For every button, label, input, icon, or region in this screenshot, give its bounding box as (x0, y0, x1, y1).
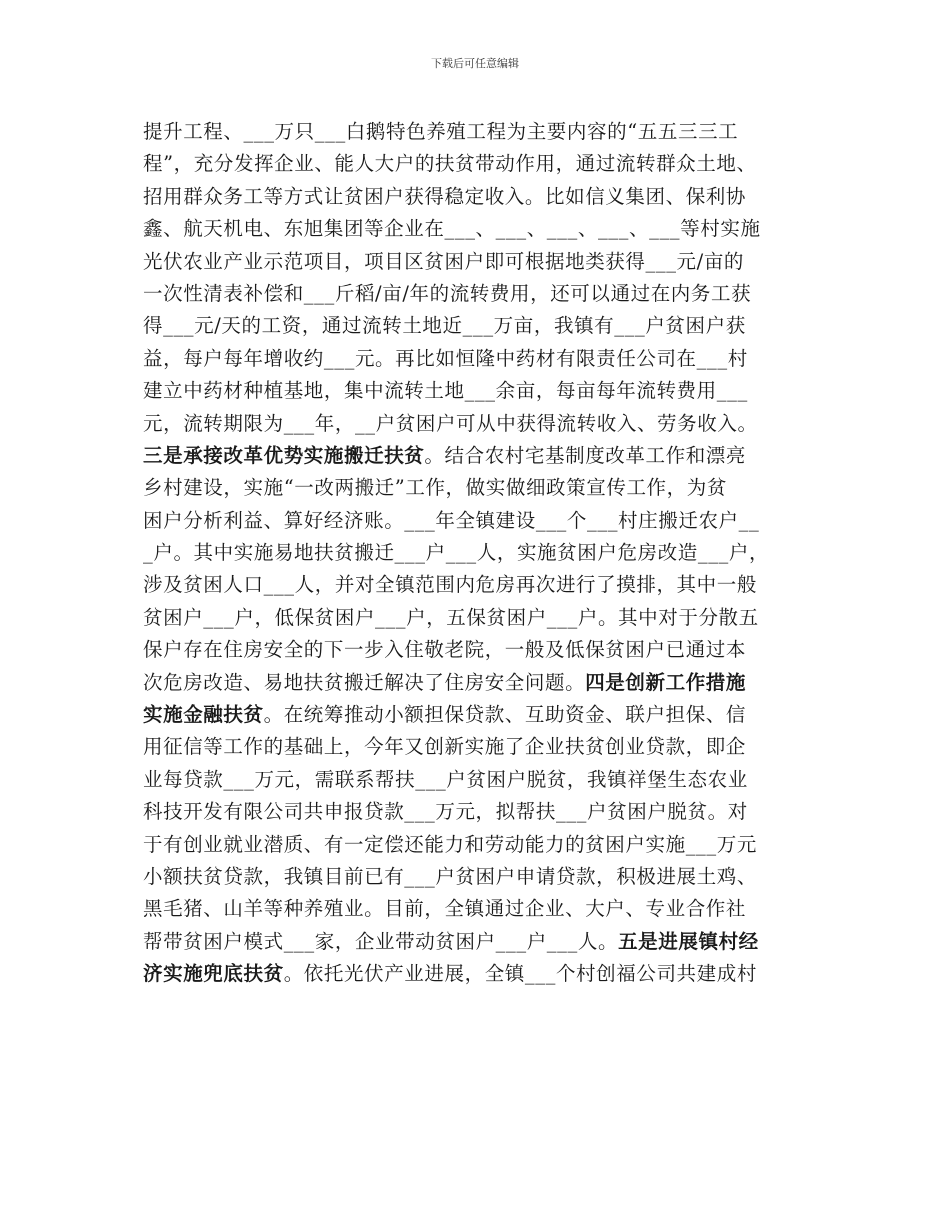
text-segment: 贫困户___户，低保贫困户___户，五保贫困户___户。其中对于分散五 (143, 605, 759, 629)
text-segment: 建立中药材种植基地，集中流转土地___余亩，每亩每年流转费用___ (143, 379, 748, 403)
text-segment: 鑫、航天机电、东旭集团等企业在___、___、___、___、___等村实施 (143, 217, 761, 241)
document-body (143, 116, 813, 991)
text-segment: 元，流转期限为___年，__户贫困户可从中获得流转收入、劳务收入。 (143, 411, 758, 435)
text-line (143, 569, 813, 601)
text-line (143, 667, 813, 699)
text-segment: 涉及贫困人口___人，并对全镇范围内危房再次进行了摸排，其中一般 (143, 573, 757, 597)
text-segment: _户。其中实施易地扶贫搬迁___户___人，实施贫困户危房改造___户， (143, 541, 770, 565)
bold-heading-text: 三是承接改革优势实施搬迁扶贫 (143, 443, 425, 467)
text-segment: 程”，充分发挥企业、能人大户的扶贫带动作用，通过流转群众土地、 (143, 152, 757, 176)
text-segment: 提升工程、___万只___白鹅特色养殖工程为主要内容的“五五三三工 (143, 120, 739, 143)
text-line (143, 343, 813, 375)
text-segment: 。依托光伏产业进展，全镇___个村创福公司共建成村 (283, 962, 757, 986)
text-segment: 业每贷款___万元，需联系帮扶___户贫困户脱贫，我镇祥堡生态农业 (143, 767, 748, 791)
text-segment: 黑毛猪、山羊等种养殖业。目前，全镇通过企业、大户、专业合作社 (143, 897, 747, 921)
text-line (143, 246, 813, 278)
text-line (143, 116, 813, 148)
text-line (143, 699, 813, 731)
text-line (143, 958, 813, 990)
text-segment: 次危房改造、易地扶贫搬迁解决了住房安全问题。 (143, 670, 586, 694)
text-line (143, 408, 813, 440)
text-segment: 。结合农村宅基制度改革工作和漂亮 (424, 443, 747, 467)
text-line (143, 861, 813, 893)
text-segment: 用征信等工作的基础上，今年又创新实施了企业扶贫创业贷款，即企 (143, 735, 747, 759)
text-segment: 一次性清表补偿和___斤稻/亩/年的流转费用，还可以通过在内务工获 (143, 281, 752, 305)
text-line (143, 310, 813, 342)
text-segment: 保户存在住房安全的下一步入住敬老院，一般及低保贫困户已通过本 (143, 638, 747, 662)
text-line (143, 634, 813, 666)
text-line (143, 764, 813, 796)
text-line (143, 472, 813, 504)
text-line (143, 602, 813, 634)
text-line (143, 829, 813, 861)
text-line (143, 181, 813, 213)
text-segment: 。在统筹推动小额担保贷款、互助资金、联户担保、信 (263, 703, 747, 727)
bold-heading-text: 五是进展镇村经 (618, 929, 759, 953)
text-segment: 于有创业就业潜质、有一定偿还能力和劳动能力的贫困户实施___万元 (143, 832, 757, 856)
text-line (143, 375, 813, 407)
text-line (143, 537, 813, 569)
text-segment: 益，每户每年增收约___元。再比如恒隆中药材有限责任公司在___村 (143, 346, 748, 370)
text-segment: 招用群众务工等方式让贫困户获得稳定收入。比如信义集团、保利协 (143, 184, 747, 208)
bold-heading-text: 济实施兜底扶贫 (143, 962, 284, 986)
text-line (143, 731, 813, 763)
text-segment: 光伏农业产业示范项目，项目区贫困户即可根据地类获得___元/亩的 (143, 249, 745, 273)
text-segment: 乡村建设，实施“一改两搬迁”工作，做实做细政策宣传工作，为贫 (143, 476, 727, 500)
text-segment: 困户分析利益、算好经济账。___年全镇建设___个___村庄搬迁农户__ (143, 508, 760, 532)
text-line (143, 893, 813, 925)
text-line (143, 505, 813, 537)
text-line (143, 213, 813, 245)
bold-heading-text: 实施金融扶贫 (143, 703, 264, 727)
text-line (143, 278, 813, 310)
text-line (143, 926, 813, 958)
text-segment: 得___元/天的工资，通过流转土地近___万亩，我镇有___户贫困户获 (143, 314, 746, 338)
page-header: 下载后可任意编辑 (431, 57, 519, 70)
text-line (143, 796, 813, 828)
text-line (143, 440, 813, 472)
text-line (143, 148, 813, 180)
text-segment: 小额扶贫贷款，我镇目前已有___户贫困户申请贷款，积极进展土鸡、 (143, 864, 757, 888)
text-segment: 帮带贫困户模式___家，企业带动贫困户___户___人。 (143, 929, 619, 953)
text-segment: 科技开发有限公司共申报贷款___万元，拟帮扶___户贫困户脱贫。对 (143, 800, 748, 824)
bold-heading-text: 四是创新工作措施 (585, 670, 747, 694)
